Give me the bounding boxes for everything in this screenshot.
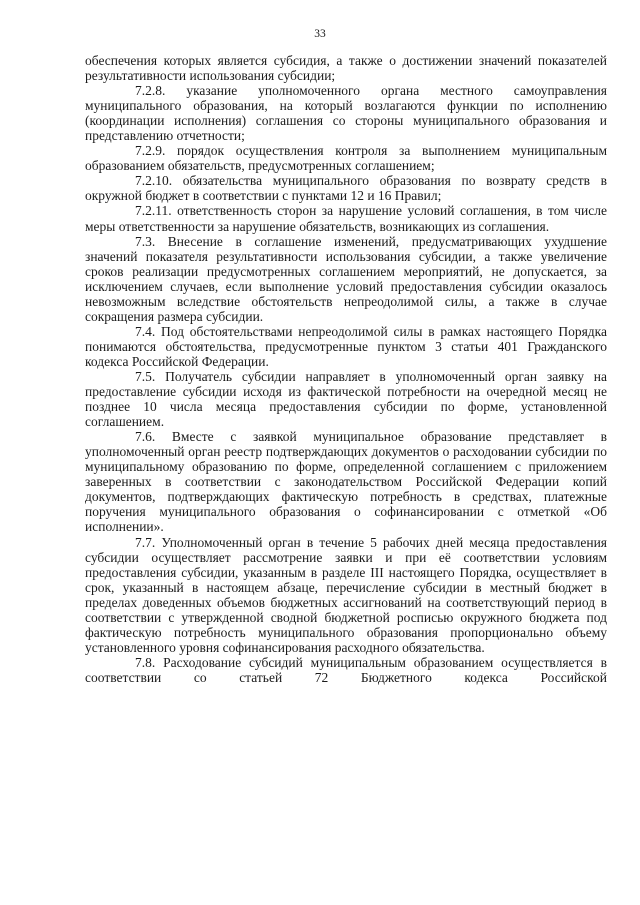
paragraph-7-8 [85, 655, 607, 685]
paragraph-text: Внесение в соглашение изменений, предусматривающих ухудшение значений показателя результативности использования субсидии, а также увеличение сроков реализации предусмотренных соглашением мероприятий, не допускается, за исключением случаев, если выполнение условий предоставления субсидии оказалось невозможным вследствие обстоятельств непреодолимой силы, а также в случае сокращения размера субсидии. [85, 233, 607, 324]
paragraph-7-2-11 [85, 203, 607, 233]
clause-number: 7.7. [135, 534, 156, 550]
clause-number: 7.6. [135, 429, 156, 445]
page-number: 33 [314, 28, 326, 40]
paragraph-text: обязательства муниципального образования по возврату средств в окружной бюджет в соответствии с пунктами 12 и 16 Правил; [85, 173, 607, 204]
clause-number: 7.3. [135, 233, 156, 249]
paragraph-text: ответственность сторон за нарушение условий соглашения, в том числе меры ответственности за нарушение обязательств, возникающих из соглашения. [85, 203, 607, 234]
paragraph-text: Получатель субсидии направляет в уполномоченный орган заявку на предоставление субсидии исходя из фактической потребности на очередной месяц не позднее 10 числа месяца предоставления субсидии по форме, установленной соглашением. [85, 368, 607, 430]
paragraph-text: Под обстоятельствами непреодолимой силы в рамках настоящего Порядка понимаются обстоятельства, предусмотренные пунктом 3 статьи 401 Гражданского кодекса Российской Федерации. [85, 323, 607, 369]
paragraph-7-4 [85, 324, 607, 369]
clause-number: 7.5. [135, 368, 156, 384]
document-body [85, 53, 607, 685]
paragraph-text: Уполномоченный орган в течение 5 рабочих дней месяца предоставления субсидии осуществляет рассмотрение заявки и при её соответствии условиям предоставления субсидии, указанным в разделе III настоящего Порядка, осуществляет в срок, указанный в настоящем абзаце, перечисление субсидии в местный бюджет в пределах доведенных объемов бюджетных ассигнований на соответствующий период в соответствии с утвержденной сводной бюджетной росписью окружного бюджета под фактическую потребность муниципального образования пропорционально объему установленного уровня софинансирования расходного обязательства. [85, 534, 607, 655]
clause-number: 7.2.9. [135, 143, 166, 159]
paragraph-7-2-9 [85, 143, 607, 173]
clause-number: 7.4. [135, 323, 156, 339]
paragraph-7-3 [85, 234, 607, 324]
paragraph-text: Вместе с заявкой муниципальное образование представляет в уполномоченный орган реестр подтверждающих документов о расходовании субсидии по муниципальному образованию по форме, определенной соглашением с приложением заверенных в соответствии с законодательством Российской Федерации копий документов, подтверждающих фактическую потребность в средствах, платежные поручения муниципального образования о софинансировании с отметкой «Об исполнении». [85, 429, 607, 535]
clause-number: 7.2.10. [135, 173, 173, 189]
paragraph-text: порядок осуществления контроля за выполнением муниципальным образованием обязательств, предусмотренных соглашением; [85, 143, 607, 174]
paragraph-7-2-8 [85, 83, 607, 143]
clause-number: 7.2.8. [135, 83, 166, 99]
paragraph-text: Расходование субсидий муниципальным образованием осуществляется в соответствии со статьей 72 Бюджетного кодекса Российской [85, 654, 607, 685]
paragraph-7-5 [85, 369, 607, 429]
paragraph-text: указание уполномоченного органа местного самоуправления муниципального образования, на который возлагаются функции по исполнению (координации исполнения) соглашения со стороны муниципального образования и представлению отчетности; [85, 83, 607, 144]
paragraph-7-6 [85, 429, 607, 534]
paragraph-text: обеспечения которых является субсидия, а также о достижении значений показателей результативности использования субсидии; [85, 53, 607, 84]
paragraph-continuation [85, 53, 607, 83]
clause-number: 7.2.11. [135, 203, 172, 219]
clause-number: 7.8. [135, 654, 156, 670]
paragraph-7-2-10 [85, 173, 607, 203]
paragraph-7-7 [85, 535, 607, 655]
